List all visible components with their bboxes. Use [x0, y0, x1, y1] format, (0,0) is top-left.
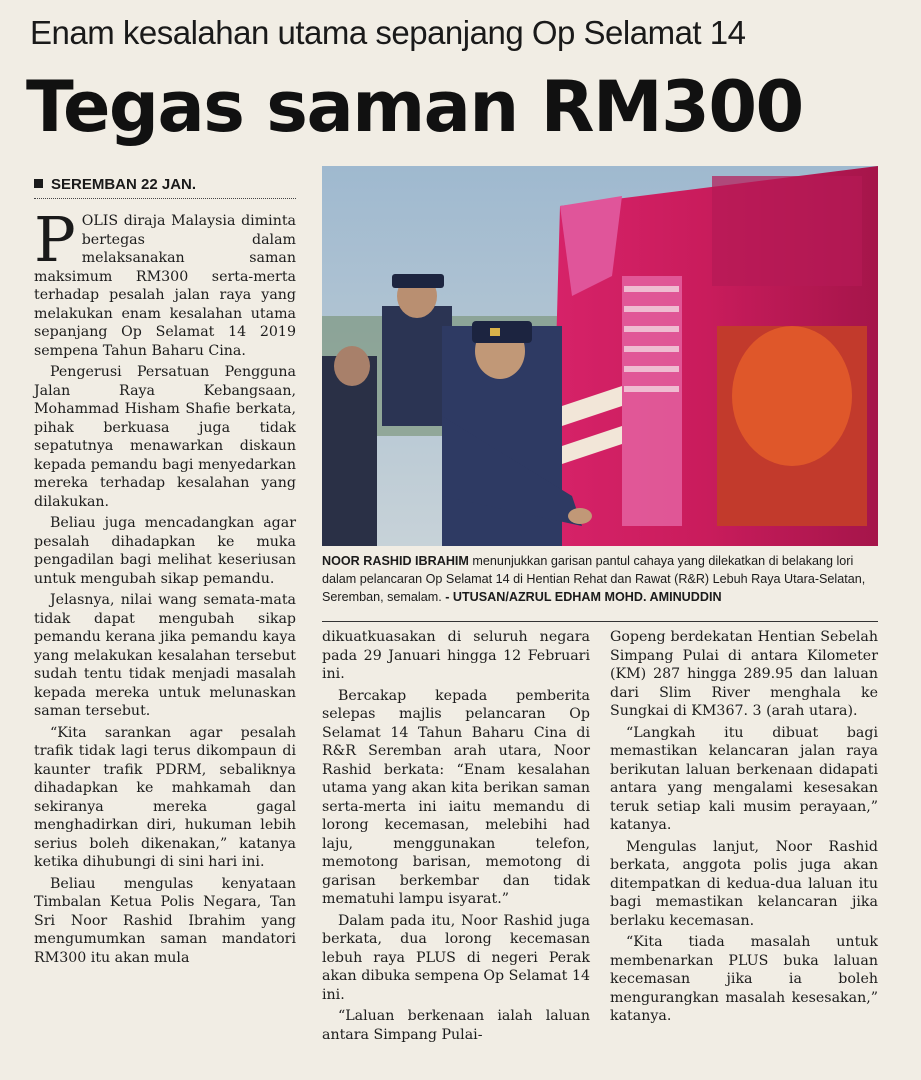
paragraph: dikuatkuasakan di seluruh negara pada 29 Januari hingga 12 Februari ini.	[322, 629, 590, 682]
dotted-divider	[34, 198, 296, 199]
paragraph: Mengulas lanjut, Noor Rashid berkata, anggota polis juga akan ditempatkan di kedua-dua laluan itu bagi memastikan kelancaran jika berlaku kecemasan.	[610, 838, 878, 929]
paragraph: “Langkah itu dibuat bagi memastikan kelancaran jalan raya berikutan laluan berkenaan didapati antara yang mengalami kesesakan teruk setiap kali musim perayaan,” katanya.	[610, 724, 878, 833]
article-column-2	[322, 628, 590, 1047]
caption-text: menunjukkan garisan pantul cahaya yang dilekatkan di belakang lori dalam pelancaran Op Selamat 14 di Hentian Rehat dan Rawat (R&R) Lebuh Raya Utara-Selatan, Seremban, semalam.	[322, 554, 866, 604]
caption-name: NOOR RASHID IBRAHIM	[322, 554, 469, 568]
paragraph-text: OLIS diraja Malaysia diminta bertegas dalam melaksanakan saman maksimum RM300 serta-merta terhadap pesalah jalan raya yang melakukan enam kesalahan utama sepanjang Op Selamat 14 2019 sempena Tahun Baharu Cina.	[34, 213, 296, 359]
article-column-1	[34, 203, 296, 970]
paragraph: Beliau mengulas kenyataan Timbalan Ketua Polis Negara, Tan Sri Noor Rashid Ibrahim yang mengumumkan saman mandatori RM300 itu akan mula	[34, 875, 296, 966]
paragraph: Beliau juga mencadangkan agar pesalah dihadapkan ke muka pengadilan bagi melihat keseriusan untuk mengubah sikap pemandu.	[34, 515, 296, 587]
article-photo	[322, 166, 878, 546]
paragraph	[34, 203, 296, 360]
paragraph: “Kita sarankan agar pesalah trafik tidak lagi terus dikompaun di kaunter trafik PDRM, sebaliknya dihadapkan ke mahkamah dan sekiranya mereka gagal menghadirkan diri, hukuman lebih serius boleh dikenakan,” katanya ketika dihubungi di sini hari ini.	[34, 724, 296, 870]
article-kicker: Enam kesalahan utama sepanjang Op Selamat 14	[30, 14, 746, 51]
dateline-text: SEREMBAN 22 JAN.	[51, 176, 197, 193]
drop-cap: P	[34, 203, 76, 276]
paragraph: Bercakap kepada pemberita selepas majlis pelancaran Op Selamat 14 Tahun Baharu Cina di R&R Seremban arah utara, Noor Rashid berkata: “Enam kesalahan utama yang akan kita berikan saman serta-merta ini iaitu memandu di lorong kecemasan, melebihi had laju, menggunakan telefon, memotong barisan, memotong di garisan berkembar dan tidak mematuhi lampu isyarat.”	[322, 687, 590, 907]
caption-credit: - UTUSAN/AZRUL EDHAM MOHD. AMINUDDIN	[445, 590, 722, 604]
article-column-3	[610, 628, 878, 1029]
paragraph: Pengerusi Persatuan Pengguna Jalan Raya Kebangsaan, Mohammad Hisham Shafie berkata, pihak berkuasa juga tidak sepatutnya menawarkan diskaun kepada pemandu bagi menyedarkan mereka terhadap kesalahan yang dilakukan.	[34, 364, 296, 510]
article-headline: Tegas saman RM300	[26, 66, 803, 148]
paragraph: “Laluan berkenaan ialah laluan antara Simpang Pulai-	[322, 1008, 590, 1043]
bullet-square-icon	[34, 179, 43, 188]
paragraph: Gopeng berdekatan Hentian Sebelah Simpang Pulai di antara Kilometer (KM) 287 hingga 289.95 dan laluan dari Slim River menghala ke Sungkai di KM367. 3 (arah utara).	[610, 629, 878, 719]
paragraph: “Kita tiada masalah untuk membenarkan PLUS buka laluan kecemasan jika ia boleh mengurangkan masalah kesesakan,” katanya.	[610, 934, 878, 1024]
dateline	[34, 176, 294, 193]
paragraph: Dalam pada itu, Noor Rashid juga berkata, dua lorong kecemasan lebuh raya PLUS di negeri Perak akan dibuka sempena Op Selamat 14 ini.	[322, 912, 590, 1003]
photo-caption	[322, 552, 882, 606]
caption-divider	[322, 621, 878, 622]
paragraph: Jelasnya, nilai wang semata-mata tidak dapat mengubah sikap pemandu kerana jika pemandu kaya yang melakukan kesalahan tersebut sudah tentu tidak menjadi masalah kepada mereka untuk melunaskan saman tersebut.	[34, 592, 296, 719]
